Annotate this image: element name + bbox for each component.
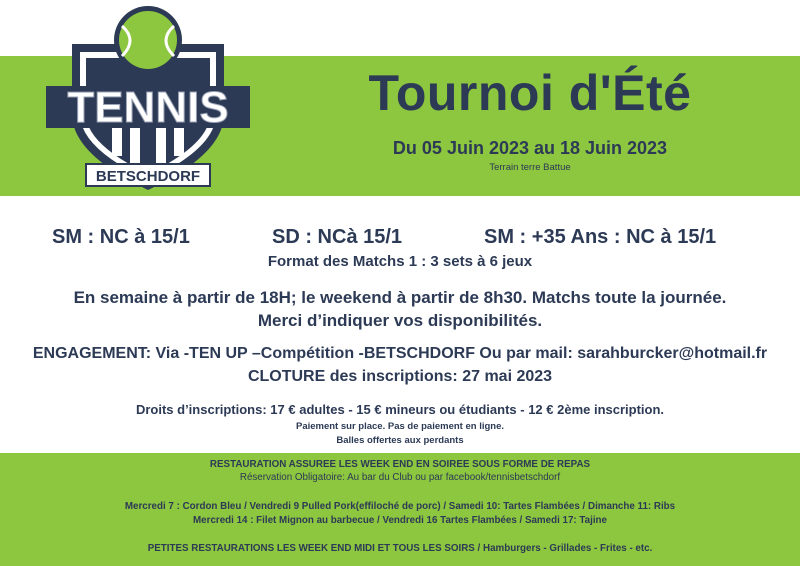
menu-week-2: Mercredi 14 : Filet Mignon au barbecue / Vendredi 16 Tartes Flambées / Samedi 17: Tajine (193, 515, 607, 526)
balls-note: Balles offertes aux perdants (336, 435, 464, 446)
availability-note: Merci d’indiquer vos disponibilités. (257, 311, 543, 330)
category-sm-35: SM : +35 Ans : NC à 15/1 (484, 226, 717, 248)
category-sm: SM : NC à 15/1 (52, 226, 190, 248)
logo-club-name: BETSCHDORF (95, 168, 201, 185)
page-title: Tournoi d'Été (368, 65, 692, 121)
tournament-dates: Du 05 Juin 2023 au 18 Juin 2023 (392, 138, 668, 158)
match-format: Format des Matchs 1 : 3 sets à 6 jeux (267, 253, 533, 270)
registration-deadline: CLOTURE des inscriptions: 27 mai 2023 (247, 368, 553, 385)
logo-word: TENNIS (67, 83, 229, 132)
reservation-note: Réservation Obligatoire: Au bar du Club ou par facebook/tennisbetschdorf (239, 472, 561, 483)
catering-heading: RESTAURATION ASSUREE LES WEEK END EN SOIREE SOUS FORME DE REPAS (209, 459, 591, 470)
tennis-ball-icon (114, 6, 182, 74)
tennis-betschdorf-logo (42, 4, 254, 192)
category-sd: SD : NCà 15/1 (272, 226, 403, 248)
court-surface: Terrain terre Battue (489, 162, 571, 173)
payment-note: Paiement sur place. Pas de paiement en ligne. (295, 421, 505, 432)
snacks-note: PETITES RESTAURATIONS LES WEEK END MIDI ET TOUS LES SOIRS / Hamburgers - Grillades - Frites - etc. (147, 543, 653, 554)
registration-info: ENGAGEMENT: Via -TEN UP –Compétition -BETSCHDORF Ou par mail: sarahburcker@hotmail.fr (32, 345, 768, 362)
menu-week-1: Mercredi 7 : Cordon Bleu / Vendredi 9 Pulled Pork(effiloché de porc) / Samedi 10: Tartes Flambées / Dimanche 11: Ribs (124, 501, 676, 512)
registration-fees: Droits d’inscriptions: 17 € adultes - 15 € mineurs ou étudiants - 12 € 2ème inscription. (135, 402, 665, 417)
schedule-info: En semaine à partir de 18H; le weekend à partir de 8h30. Matchs toute la journée. (73, 288, 727, 307)
